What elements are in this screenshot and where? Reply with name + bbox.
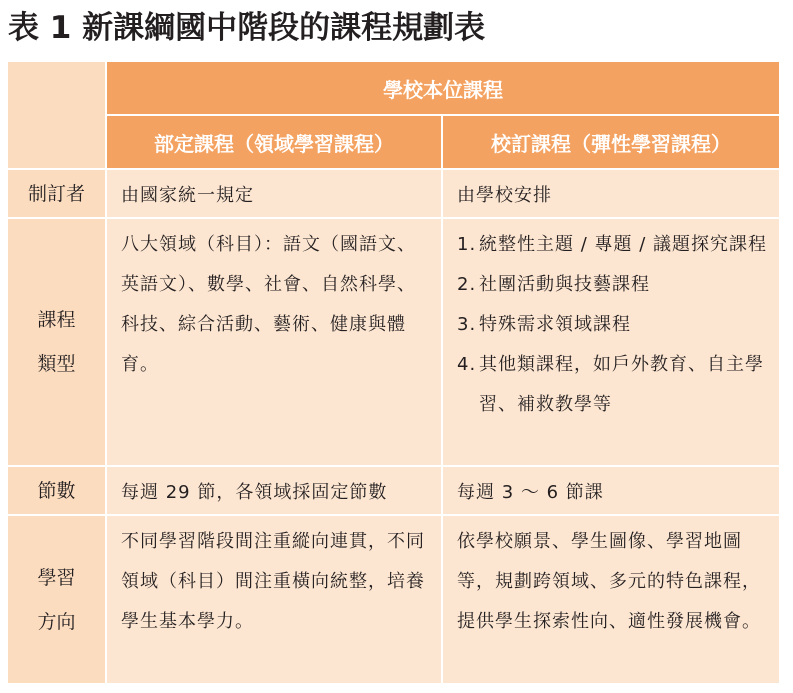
cell-periods-school: [443, 467, 779, 514]
cell-text: 由學校安排: [457, 184, 552, 206]
row-label-line: 方向: [37, 610, 76, 633]
cell-text: 每週 29 節，各領域採固定節數: [121, 481, 388, 503]
cell-maker-school: [443, 170, 779, 217]
row-label-line: 學習: [37, 566, 76, 589]
cell-course-type-national: [107, 219, 441, 465]
list-item: 3. 特殊需求領域課程: [457, 314, 631, 335]
header-school-based-curriculum: 學校本位課程: [107, 62, 779, 114]
row-label-learning-direction: [8, 516, 105, 683]
corner-blank-cell: [8, 62, 105, 168]
row-label-line: 課程: [37, 309, 76, 331]
cell-text: 依學校願景、學生圖像、學習地圖等，規劃跨領域、多元的特色課程，提供學生探索性向、適性發展機會。: [457, 531, 761, 632]
list-item: 1. 統整性主題 / 專題 / 議題探究課程: [457, 234, 768, 255]
row-label-course-type: [8, 219, 105, 465]
header-school-curriculum: 校訂課程（彈性學習課程）: [443, 116, 779, 168]
list-item: 2. 社團活動與技藝課程: [457, 274, 650, 295]
curriculum-table: [8, 62, 779, 683]
cell-text: 由國家統一規定: [121, 184, 254, 206]
course-type-list: [457, 225, 769, 425]
list-item: 4. 其他類課程，如戶外教育、自主學習、補救教學等: [457, 354, 764, 415]
cell-maker-national: [107, 170, 441, 217]
cell-text: 八大領域（科目）：語文（國語文、英語文）、數學、社會、自然科學、科技、綜合活動、藝術、健康與體育。: [121, 234, 416, 375]
row-label-maker: 制訂者: [8, 170, 105, 217]
row-label-periods: 節數: [8, 467, 105, 514]
row-label-line: 類型: [37, 353, 76, 375]
cell-text: 不同學習階段間注重縱向連貫，不同領域（科目）間注重橫向統整，培養學生基本學力。: [121, 531, 425, 632]
cell-periods-national: [107, 467, 441, 514]
header-national-curriculum: 部定課程（領域學習課程）: [107, 116, 441, 168]
cell-learning-direction-national: [107, 516, 441, 683]
cell-course-type-school: [443, 219, 779, 465]
cell-text: 每週 3 ～ 6 節課: [457, 481, 604, 503]
cell-learning-direction-school: [443, 516, 779, 683]
table-title: 表 1 新課綱國中階段的課程規劃表: [8, 10, 486, 46]
